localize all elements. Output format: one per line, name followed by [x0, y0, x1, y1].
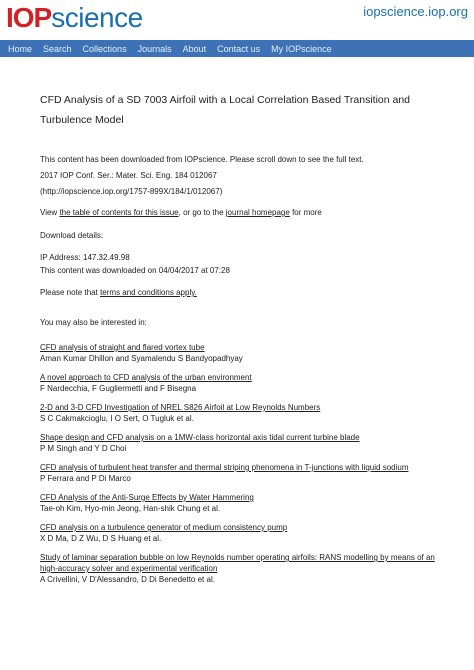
download-notice: This content has been downloaded from IOPscience. Please scroll down to see the full text. — [40, 155, 364, 164]
related-item — [40, 552, 440, 585]
logo-science-text: science — [51, 2, 143, 33]
terms-note — [40, 286, 440, 299]
main-content — [40, 90, 440, 593]
related-authors: Tae-oh Kim, Hyo-min Jeong, Han-shik Chung et al. — [40, 504, 221, 513]
related-authors: P Ferrara and P Di Marco — [40, 474, 131, 483]
related-title-link[interactable]: 2-D and 3-D CFD Investigation of NREL S826 Airfoil at Low Reynolds Numbers — [40, 403, 321, 412]
related-title-link[interactable]: Study of laminar separation bubble on low Reynolds number operating airfoils: RANS modelling by means of an high-accuracy solver and experimental verification — [40, 553, 435, 573]
logo-iop-text: IOP — [6, 2, 52, 33]
nav-bar — [0, 40, 474, 57]
citation: 2017 IOP Conf. Ser.: Mater. Sci. Eng. 184 012067 — [40, 171, 217, 180]
related-title-link[interactable]: CFD analysis on a turbulence generator of medium consistency pump — [40, 523, 288, 532]
related-item — [40, 522, 440, 544]
related-authors: S C Cakmakcioglu, I O Sert, O Tugluk et al. — [40, 414, 194, 423]
note-prefix: Please note that — [40, 288, 98, 297]
nav-item-journals[interactable]: Journals — [137, 43, 172, 54]
view-prefix: View — [40, 208, 58, 217]
related-title-link[interactable]: Shape design and CFD analysis on a 1MW-class horizontal axis tidal current turbine blade — [40, 433, 360, 442]
download-details-label: Download details: — [40, 231, 104, 240]
related-item — [40, 462, 440, 484]
related-authors: F Nardecchia, F Gugliermetti and F Bisegna — [40, 384, 197, 393]
nav-item-collections[interactable]: Collections — [82, 43, 127, 54]
nav-item-my-iopscience[interactable]: My IOPscience — [271, 43, 332, 54]
interested-label: You may also be interested in: — [40, 318, 147, 327]
related-title-link[interactable]: A novel approach to CFD analysis of the urban environment — [40, 373, 252, 382]
view-toc-line — [40, 206, 440, 219]
related-authors: X D Ma, D Z Wu, D S Huang et al. — [40, 534, 162, 543]
site-header — [0, 0, 474, 40]
site-url-link[interactable]: iopscience.iop.org — [363, 4, 468, 19]
nav-item-search[interactable]: Search — [43, 43, 72, 54]
terms-link[interactable]: terms and conditions apply. — [100, 288, 197, 297]
nav-item-home[interactable]: Home — [8, 43, 33, 54]
journal-homepage-link[interactable]: journal homepage — [225, 208, 290, 217]
related-authors: Aman Kumar Dhillon and Syamalendu S Bandyopadhyay — [40, 354, 243, 363]
related-title-link[interactable]: CFD analysis of straight and flared vortex tube — [40, 343, 205, 352]
doi-text: (http://iopscience.iop.org/1757-899X/184/1/012067) — [40, 187, 223, 196]
iopscience-logo[interactable] — [6, 2, 143, 36]
related-title-link[interactable]: CFD analysis of turbulent heat transfer and thermal striping phenomena in T-junctions with liquid sodium — [40, 463, 409, 472]
related-title-link[interactable]: CFD Analysis of the Anti-Surge Effects by Water Hammering — [40, 493, 254, 502]
ip-address: IP Address: 147.32.49.98 — [40, 253, 130, 262]
related-item — [40, 372, 440, 394]
downloaded-on: This content was downloaded on 04/04/2017 at 07:28 — [40, 266, 230, 275]
article-title: CFD Analysis of a SD 7003 Airfoil with a Local Correlation Based Transition and Turbulence Model — [40, 94, 411, 126]
view-middle: , or go to the — [178, 208, 224, 217]
related-authors: A Crivellini, V D'Alessandro, D Di Benedetto et al. — [40, 575, 215, 584]
toc-link[interactable]: the table of contents for this issue — [59, 208, 179, 217]
related-authors: P M Singh and Y D Choi — [40, 444, 127, 453]
view-suffix: for more — [292, 208, 322, 217]
related-item — [40, 432, 440, 454]
related-item — [40, 402, 440, 424]
related-item — [40, 342, 440, 364]
nav-item-about[interactable]: About — [182, 43, 207, 54]
related-item — [40, 492, 440, 514]
related-articles-list — [40, 342, 440, 585]
nav-item-contact-us[interactable]: Contact us — [217, 43, 261, 54]
